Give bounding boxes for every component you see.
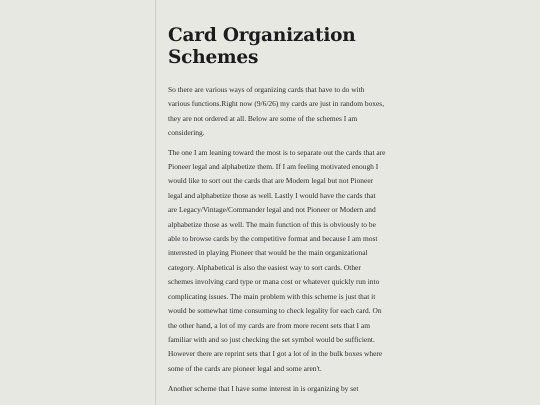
paragraph-pioneer-scheme: The one I am leaning toward the most is to separate out the cards that are Pioneer legal and alphabetize them. If I am feeling motivated enough I would like to sort out the cards that are Modern legal but not Pioneer legal and alphabetize those as well. Lastly I would have the cards that are Legacy/Vintage/Commander legal and not Pioneer or Modern and alphabetize those as well. The main function of this is obviously to be able to browse cards by the competitive format and because I am most interested in playing Pioneer that would be the main organizational category. Alphabetical is also the easiest way to sort cards. Other schemes involving card type or mana cost or whatever quickly run into complicating issues. The main problem with this scheme is just that it would be somewhat time consuming to check legality for each card. On the other hand, a lot of my cards are from more recent sets that I am familiar with and so just checking the set symbol would be sufficient. However there are reprint sets that I got a lot of in the bulk boxes where some of the cards are pioneer legal and some aren't. <box>168 147 386 373</box>
paragraph-intro: So there are various ways of organizing cards that have to do with various functions.Right now (9/6/26) my cards are just in random boxes, they are not ordered at all. Below are some of the schemes I am considering. <box>168 85 385 138</box>
article-column <box>155 0 385 405</box>
paragraph-set-scheme: Another scheme that I have some interest in is organizing by set <box>168 384 359 394</box>
page-title: Card Organization Schemes <box>168 25 356 68</box>
